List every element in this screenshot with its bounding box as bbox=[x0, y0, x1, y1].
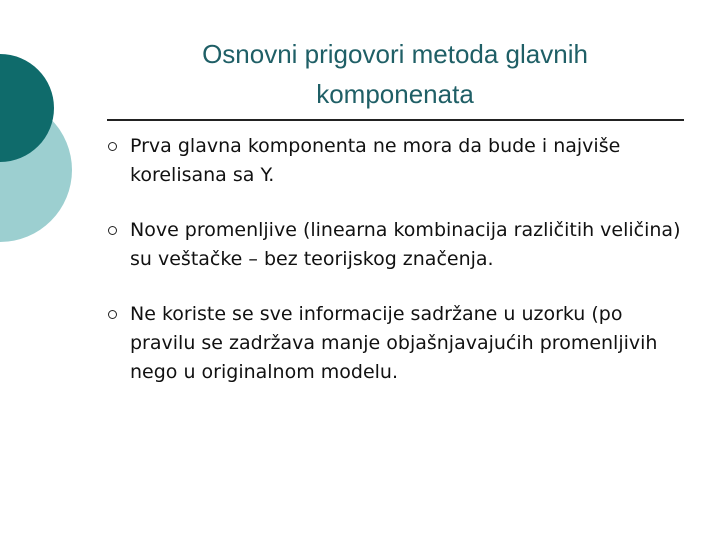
title-divider bbox=[107, 119, 684, 121]
bullet-list bbox=[105, 132, 685, 413]
decorative-circles bbox=[0, 0, 80, 300]
hollow-bullet-icon bbox=[108, 310, 117, 319]
bullet-item bbox=[105, 300, 685, 387]
slide-title-line-2: komponenata bbox=[316, 79, 474, 109]
slide-title-line-1: Osnovni prigovori metoda glavnih bbox=[202, 39, 588, 69]
hollow-bullet-icon bbox=[108, 142, 117, 151]
bullet-text: Nove promenljive (linearna kombinacija različitih veličina) su veštačke – bez teorijskog značenja. bbox=[130, 219, 681, 270]
bullet-item bbox=[105, 216, 685, 274]
bullet-text: Prva glavna komponenta ne mora da bude i najviše korelisana sa Y. bbox=[130, 135, 621, 186]
bullet-item bbox=[105, 132, 685, 190]
bullet-text: Ne koriste se sve informacije sadržane u uzorku (po pravilu se zadržava manje objašnjavajućih promenljivih nego u originalnom modelu. bbox=[130, 303, 658, 383]
slide-title bbox=[110, 34, 680, 114]
hollow-bullet-icon bbox=[108, 226, 117, 235]
